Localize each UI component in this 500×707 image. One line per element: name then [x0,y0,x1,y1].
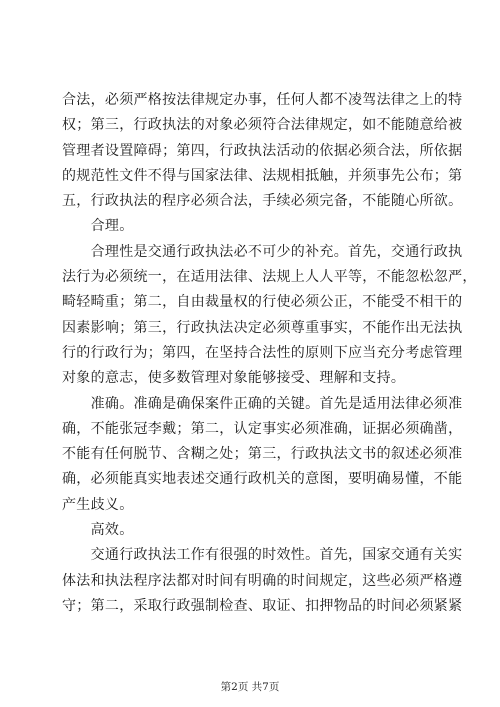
text-line: 对象的意志，使多数管理对象能够接受、理解和支持。 [62,370,406,387]
text-line: 产生歧义。 [62,496,134,513]
text-line: 因素影响；第三，行政执法决定必须尊重事实，不能作出无法执 [62,319,463,336]
text-line: 行的行政行为；第四，在坚持合法性的原则下应当充分考虑管理 [62,344,463,361]
body-text [62,88,477,619]
text-line: 权；第三，行政执法的对象必须符合法律规定，如不能随意给被 [62,117,463,134]
page-number-footer: 第2页 共7页 [220,681,280,693]
section-heading-reasonable: 合理。 [62,218,134,235]
text-line: 畸轻畸重；第二，自由裁量权的行使必须公正，不能受不相干的 [62,294,463,311]
text-line: 合理性是交通行政执法必不可少的补充。首先，交通行政执 [62,243,463,260]
text-line: 五，行政执法的程序必须合法，手续必须完备，不能随心所欲。 [62,193,463,210]
section-heading-efficient: 高效。 [62,522,134,539]
text-line: 管理者设置障碍；第四，行政执法活动的依据必须合法，所依据 [62,142,463,159]
text-line: 体法和执法程序法都对时间有明确的时间规定，这些必须严格遵 [62,572,463,589]
text-line: 的规范性文件不得与国家法律、法规相抵触，并须事先公布；第 [62,167,463,184]
text-line: 确，必须能真实地表述交通行政机关的意图，要明确易懂，不能 [62,471,463,488]
text-line: 准确。准确是确保案件正确的关键。首先是适用法律必须准 [62,395,463,412]
text-line: 守；第二，采取行政强制检查、取证、扣押物品的时间必须紧紧 [62,597,463,614]
text-line: 法行为必须统一，在适用法律、法规上人人平等，不能忽松忽严， [62,269,477,286]
text-line: 不能有任何脱节、含糊之处；第三，行政执法文书的叙述必须准 [62,446,463,463]
text-line: 合法，必须严格按法律规定办事，任何人都不凌驾法律之上的特 [62,92,463,108]
text-line: 交通行政执法工作有很强的时效性。首先，国家交通有关实 [62,547,463,564]
text-line: 确，不能张冠李戴；第二，认定事实必须准确，证据必须确凿， [62,420,463,437]
